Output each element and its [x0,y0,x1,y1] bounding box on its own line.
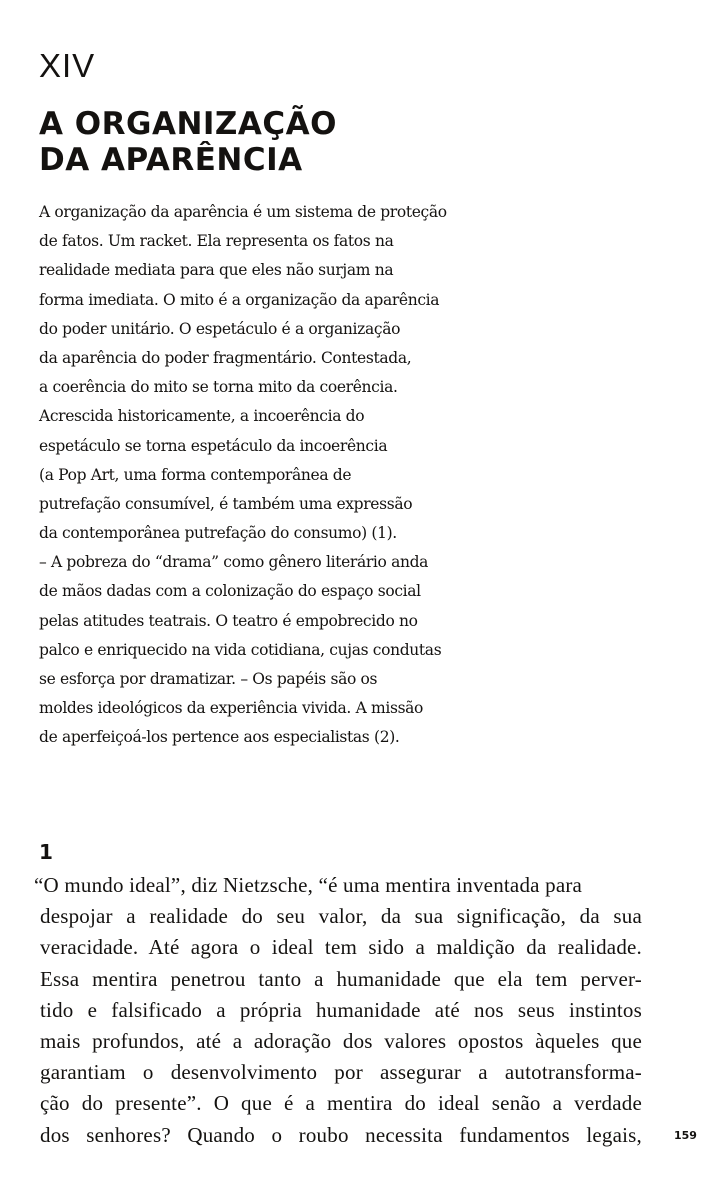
intro-line: palco e enriquecido na vida cotidiana, cujas condutas [39,640,442,659]
section-body [34,870,642,1151]
intro-line: Acrescida historicamente, a incoerência do [39,407,365,426]
intro-line: putrefação consumível, é também uma expressão [39,494,413,513]
intro-line: forma imediata. O mito é a organização da aparência [39,290,440,309]
intro-line: se esforça por dramatizar. – Os papéis são os [39,670,378,688]
section-line: “O mundo ideal”, diz Nietzsche, “é uma mentira inventada para [34,873,583,897]
chapter-title [39,106,599,178]
chapter-title-line: A ORGANIZAÇÃO [39,106,337,142]
section-line: mais profundos, até a adoração dos valores opostos àqueles que [40,1028,642,1053]
intro-line: A organização da aparência é um sistema de proteção [39,203,447,221]
intro-line: pelas atitudes teatrais. O teatro é empobrecido no [39,611,418,630]
section-line: despojar a realidade do seu valor, da sua significação, da sua [40,904,642,929]
intro-line: (a Pop Art, uma forma contemporânea de [39,465,352,484]
intro-line: a coerência do mito se torna mito da coerência. [39,378,398,397]
chapter-title-line: DA APARÊNCIA [39,142,303,178]
intro-paragraph [39,198,479,753]
intro-line: espetáculo se torna espetáculo da incoerência [39,436,388,455]
intro-line: moldes ideológicos da experiência vivida. A missão [39,699,424,718]
section-line: veracidade. Até agora o ideal tem sido a maldição da realidade. [40,935,642,960]
intro-line: de fatos. Um racket. Ela representa os fatos na [39,232,394,251]
intro-line: de mãos dadas com a colonização do espaço social [39,582,421,601]
intro-line: do poder unitário. O espetáculo é a organização [39,319,401,338]
intro-line: realidade mediata para que eles não surjam na [39,261,394,280]
section-line: tido e falsificado a própria humanidade até nos seus instintos [40,997,642,1022]
page-number: 159 [674,1129,697,1142]
intro-line: – A pobreza do “drama” como gênero literário anda [39,553,429,572]
section-line: ção do presente”. O que é a mentira do ideal senão a verdade [40,1091,642,1116]
section-number: 1 [39,840,53,864]
intro-line: da contemporânea putrefação do consumo) (1). [39,524,397,543]
intro-line: da aparência do poder fragmentário. Contestada, [39,348,412,367]
chapter-number: XIV [39,47,96,84]
section-line: dos senhores? Quando o roubo necessita fundamentos legais, [40,1122,642,1147]
intro-line: de aperfeiçoá-los pertence aos especialistas (2). [39,728,400,747]
section-line: garantiam o desenvolvimento por assegurar a autotransforma- [40,1060,642,1085]
section-line: Essa mentira penetrou tanto a humanidade que ela tem perver- [40,966,642,991]
